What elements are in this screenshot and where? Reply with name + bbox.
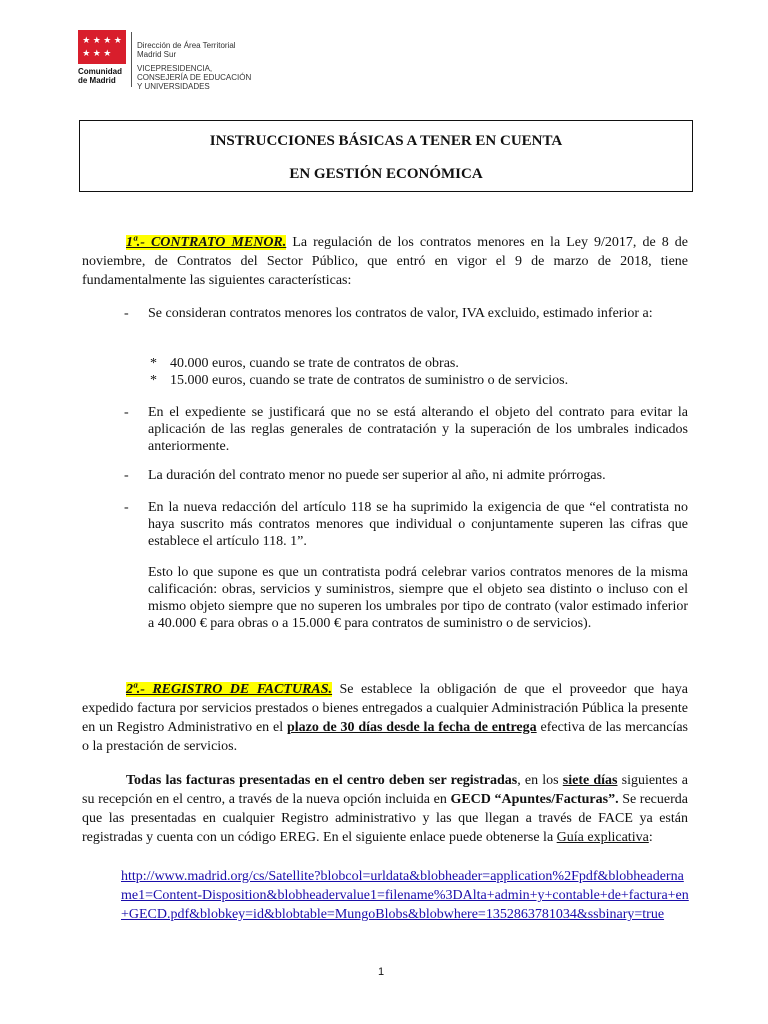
- guide-link[interactable]: http://www.madrid.org/cs/Satellite?blobcol=urldata&blobheader=application%2Fpdf&blobheadername1=Content-Disposition&blobheadervalue1=filename%3DAlta+admin+y+contable+de+factura+en+GECD.pdf&blobkey=id&blobtable=MungoBlobs&blobwhere=1352863781034&ssbinary=true: [121, 869, 689, 922]
- section-2-heading: 2ª.- REGISTRO DE FACTURAS.: [126, 682, 333, 697]
- seven-days-emphasis: siete días: [562, 773, 618, 788]
- bullet-3: La duración del contrato menor no puede ser superior al año, ni admite prórrogas.: [148, 468, 606, 483]
- title-line-2: EN GESTIÓN ECONÓMICA: [289, 166, 483, 182]
- asterisk-1: *: [150, 356, 157, 371]
- document-title-box: [79, 120, 693, 192]
- logo-name: Comunidad de Madrid: [78, 67, 122, 85]
- page-number: 1: [378, 966, 385, 978]
- deadline-emphasis: plazo de 30 días desde la fecha de entrega: [286, 720, 537, 735]
- bullet-dash: -: [124, 468, 129, 483]
- bullet-4: En la nueva redacción del artículo 118 se ha suprimido la exigencia de que “el contratista no haya suscrito más contratos menores que individual o conjuntamente superen las cifras que establece el artículo 118. 1”.: [148, 500, 688, 549]
- section-2-text: 2ª.- REGISTRO DE FACTURAS. Se establece la obligación de que el proveedor que haya expedido factura por servicios prestados o bienes entregados a cualquier Administración Pública la presente en un Registro Administrativo en el plazo de 30 días desde la fecha de entrega efectiva de las mercancías o la prestación de servicios.: [82, 682, 688, 754]
- section-1-intro: 1ª.- CONTRATO MENOR. La regulación de los contratos menores en la Ley 9/2017, de 8 de noviembre, de Contratos del Sector Público, que entró en vigor el 9 de marzo de 2018, tiene fundamentalmente las siguientes características:: [82, 235, 689, 288]
- comunidad-de-madrid-logo: [78, 30, 126, 85]
- sub-item-2: 15.000 euros, cuando se trate de contratos de suministro o de servicios.: [170, 373, 569, 388]
- guide-reference: Guía explicativa: [556, 830, 649, 845]
- section-1-heading: 1ª.- CONTRATO MENOR.: [126, 235, 287, 250]
- bullet-dash: -: [124, 405, 129, 420]
- title-line-1: INSTRUCCIONES BÁSICAS A TENER EN CUENTA: [209, 133, 563, 149]
- invoice-registration-text: Todas las facturas presentadas en el centro deben ser registradas, en los siete días siguientes a su recepción en el centro, a través de la nueva opción incluida en GECD “Apuntes/Facturas”. Se recuerda que las presentadas en cualquier Registro administrativo y las que llegan a través de FACE ya están registradas y cuenta con un código EREG. En el siguiente enlace puede obtenerse la Guía explicativa:: [82, 773, 688, 845]
- bullet-dash: -: [124, 500, 129, 515]
- sub-item-1: 40.000 euros, cuando se trate de contratos de obras.: [170, 356, 459, 371]
- bullet-1: Se consideran contratos menores los contratos de valor, IVA excluido, estimado inferior a:: [148, 306, 653, 321]
- bullet-dash: -: [124, 306, 129, 321]
- contract-explanation: Esto lo que supone es que un contratista podrá celebrar varios contratos menores de la misma calificación: obras, servicios y suministros, siempre que el objeto sea distinto o incluso con el mismo objeto siempre que no superen los umbrales por tipo de contrato (valor estimado inferior a 40.000 € para obras o a 15.000 € para contratos de suministro o de servicios).: [148, 565, 688, 631]
- madrid-flag-icon: ★ ★ ★ ★ ★ ★ ★: [78, 30, 126, 64]
- bullet-2: En el expediente se justificará que no se está alterando el objeto del contrato para evitar la aplicación de las reglas generales de contratación y la superación de los umbrales indicados anteriormente.: [148, 405, 688, 454]
- header-divider: [131, 32, 132, 87]
- asterisk-2: *: [150, 373, 157, 388]
- organization-name: Dirección de Área Territorial Madrid Sur VICEPRESIDENCIA, CONSEJERÍA DE EDUCACIÓN Y UNIVERSIDADES: [137, 41, 252, 91]
- gecd-option: GECD “Apuntes/Facturas”.: [450, 792, 619, 807]
